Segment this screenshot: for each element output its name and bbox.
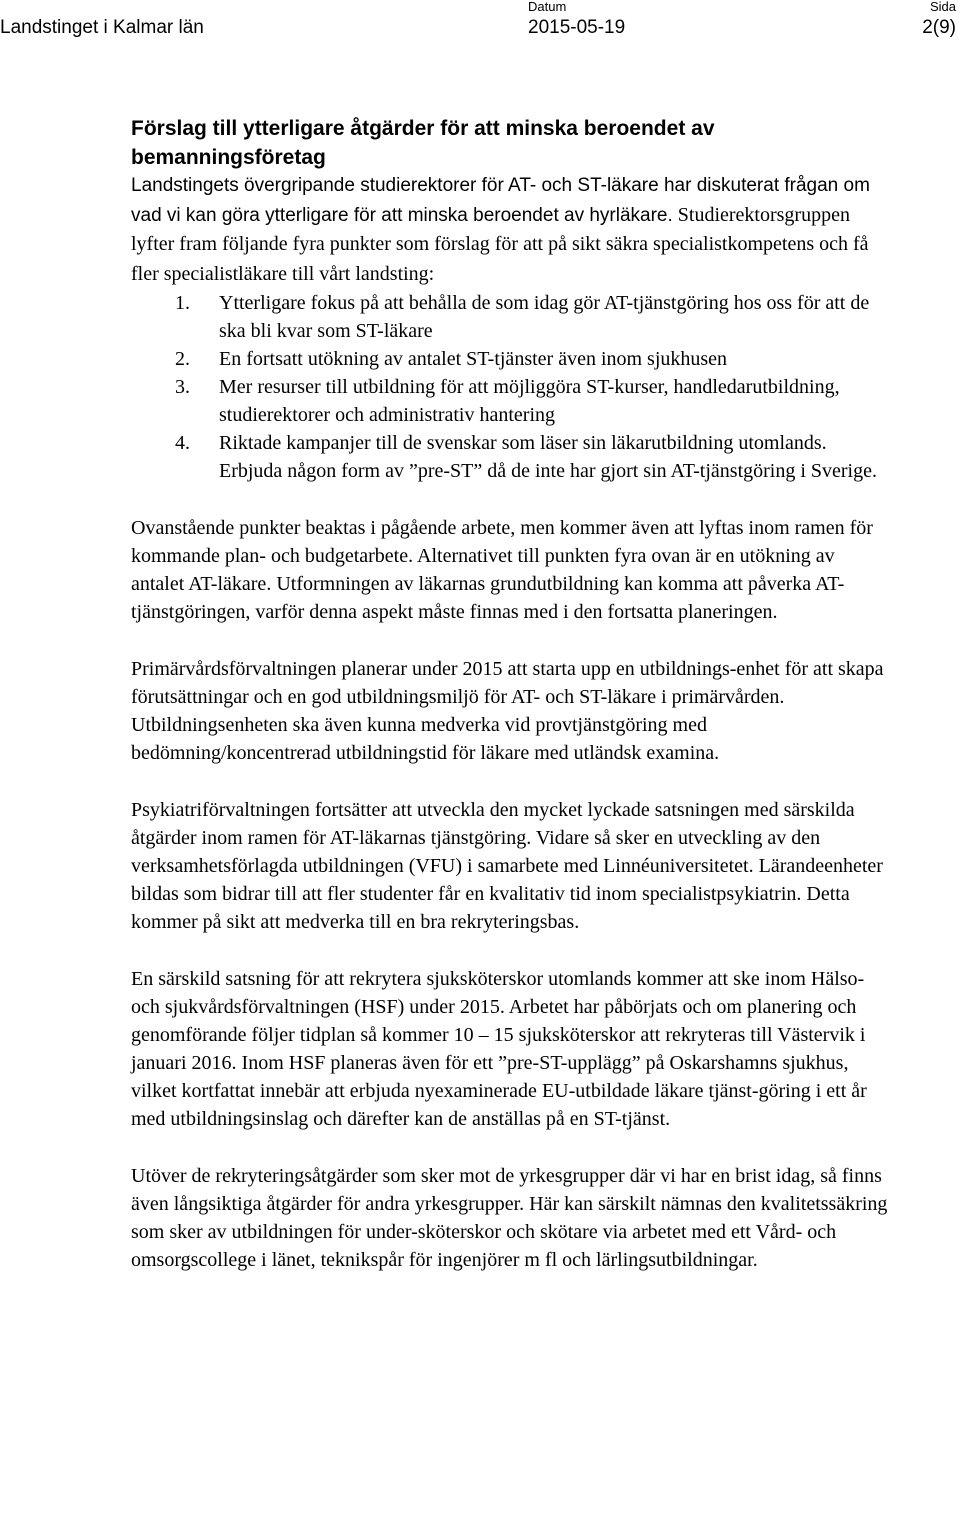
- list-item: [131, 345, 891, 373]
- page-label: Sida: [929, 0, 956, 14]
- list-item-text: Ytterligare fokus på att behålla de som idag gör AT-tjänstgöring hos oss för att de ska bli kvar som ST-läkare: [219, 292, 870, 342]
- paragraph-nurse-recruitment: En särskild satsning för att rekrytera sjuksköterskor utomlands kommer att ske inom Hälso- och sjukvårdsförvaltningen (HSF) under 2015. Arbetet har påbörjats och om planering och genomförande följer tidplan så kommer 10 – 15 sjuksköterskor att rekryteras till Västervik i januari 2016. Inom HSF planeras även för ett ”pre-ST-upplägg” på Oskarshamns sjukhus, vilket kortfattat innebär att erbjuda nyexaminerade EU-utbildade läkare tjänst-göring i ett år med utbildningsinslag och därefter kan de anställas på en ST-tjänst.: [131, 968, 867, 1130]
- list-item-text: En fortsatt utökning av antalet ST-tjänster även inom sjukhusen: [219, 348, 728, 370]
- list-number: 1.: [175, 292, 190, 314]
- proposal-list: [131, 289, 891, 485]
- list-item-text: Mer resurser till utbildning för att möjliggöra ST-kurser, handledarutbildning, studierektorer och administrativ hantering: [219, 376, 840, 426]
- document-body: [131, 114, 891, 1274]
- paragraph-psychiatry: Psykiatriförvaltningen fortsätter att utveckla den mycket lyckade satsningen med särskilda åtgärder inom ramen för AT-läkarnas tjänstgöring. Vidare så sker en utveckling av den verksamhetsförlagda utbildningen (VFU) i samarbete med Linnéuniversitetet. Lärandeenheter bildas som bidrar till att fler studenter får en kvalitativ tid inom specialistpsykiatrin. Detta kommer på sikt att medverka till en bra rekryteringsbas.: [131, 799, 883, 933]
- intro-paragraph: [131, 172, 891, 289]
- list-number: 4.: [175, 432, 190, 454]
- date-value: 2015-05-19: [528, 17, 626, 38]
- list-item-text: Riktade kampanjer till de svenskar som läser sin läkarutbildning utomlands. Erbjuda någon form av ”pre-ST” då de inte har gjort sin AT-tjänstgöring i Sverige.: [219, 432, 877, 482]
- page-number: 2(9): [922, 17, 956, 38]
- paragraph-priorities: Ovanstående punkter beaktas i pågående arbete, men kommer även att lyftas inom ramen för kommande plan- och budgetarbete. Alternativet till punkten fyra ovan är en utökning av antalet AT-läkare. Utformningen av läkarnas grundutbildning kan komma att påverka AT-tjänstgöringen, varför denna aspekt måste finnas med i den fortsatta planeringen.: [131, 517, 873, 623]
- intro-serif-text: Studierektorsgruppen lyfter fram följande fyra punkter som förslag för att på sikt säkra specialistkompetens och få fler specialistläkare till vårt landsting:: [131, 203, 869, 285]
- paragraph-primary-care: Primärvårdsförvaltningen planerar under 2015 att starta upp en utbildnings-enhet för att skapa förutsättningar och en god utbildningsmiljö för AT- och ST-läkare i primärvården. Utbildningsenheten ska även kunna medverka vid provtjänstgöring med bedömning/koncentrerad utbildningstid för läkare med utländsk examina.: [131, 658, 884, 764]
- paragraph-long-term: Utöver de rekryteringsåtgärder som sker mot de yrkesgrupper där vi har en brist idag, så finns även långsiktiga åtgärder för andra yrkesgrupper. Här kan särskilt nämnas den kvalitetssäkring som sker av utbildningen för under-sköterskor och skötare via arbetet med ett Vård- och omsorgscollege i länet, teknikspår för ingenjörer m fl och lärlingsutbildningar.: [131, 1165, 888, 1271]
- list-item: [131, 289, 891, 345]
- section-heading: Förslag till ytterligare åtgärder för att minska beroendet av bemanningsföretag: [131, 117, 715, 169]
- header-organization: Landstinget i Kalmar län: [0, 17, 204, 38]
- list-number: 2.: [175, 348, 190, 370]
- intro-sans-text: Landstingets övergripande studierektorer för AT- och ST-läkare har diskuterat frågan om vad vi kan göra ytterligare för att minska beroendet av hyrläkare.: [131, 175, 870, 226]
- date-label: Datum: [528, 0, 567, 14]
- list-number: 3.: [175, 376, 190, 398]
- list-item: [131, 429, 891, 485]
- list-item: [131, 373, 891, 429]
